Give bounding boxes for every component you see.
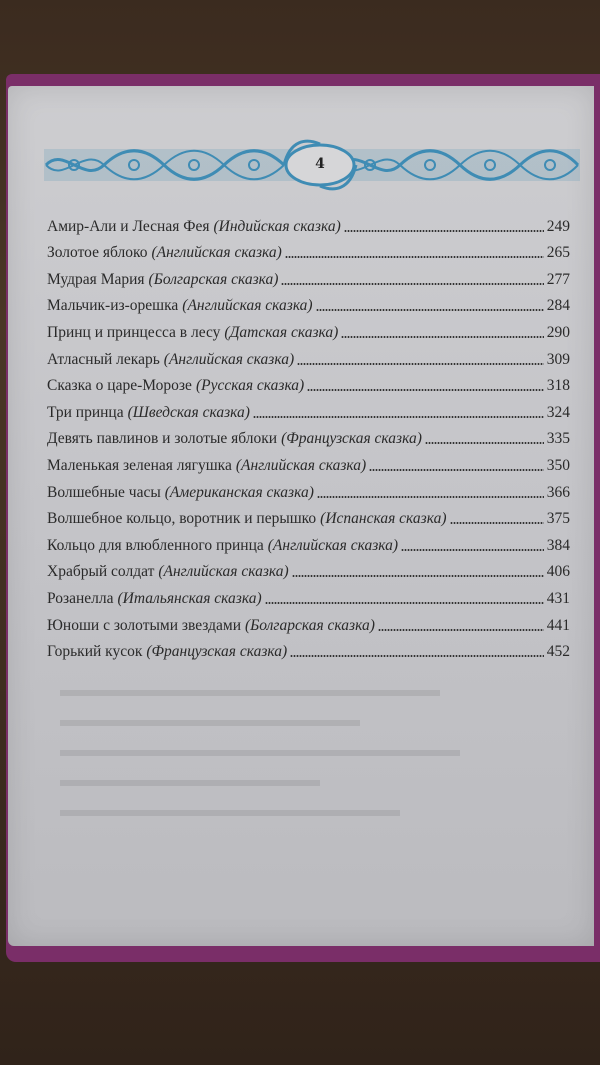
table-of-contents [47,209,570,661]
dot-leader [281,283,543,285]
toc-entry [47,236,570,263]
toc-entry-title: Волшебные часы [47,483,161,501]
toc-entry-page: 366 [546,483,570,501]
toc-entry-page: 375 [546,510,570,528]
dot-leader [317,496,544,498]
toc-entry-genre: (Болгарская сказка) [245,616,375,634]
dot-leader [341,336,543,338]
toc-entry-title: Юноши с золотыми звездами [47,616,241,634]
dot-leader [292,575,544,577]
dot-leader [297,363,544,365]
toc-entry-title: Принц и принцесса в лесу [47,323,221,341]
toc-entry-genre: (Французская сказка) [146,643,288,661]
toc-entry-title: Амир-Али и Лесная Фея [47,217,210,235]
toc-entry-genre: (Английская сказка) [182,297,313,315]
toc-entry-page: 277 [546,270,570,288]
toc-entry-page: 350 [546,456,570,474]
dot-leader [425,442,544,444]
toc-entry-genre: (Испанская сказка) [320,510,447,528]
dot-leader [265,602,544,604]
dot-leader [290,655,544,657]
toc-entry-title: Розанелла [47,589,114,607]
toc-entry-page: 290 [546,323,570,341]
toc-entry-title: Храбрый солдат [47,563,155,581]
toc-entry-genre: (Английская сказка) [235,456,367,474]
toc-entry-genre: (Английская сказка) [158,563,289,581]
toc-entry [47,475,570,502]
dot-leader [285,256,544,258]
toc-entry [47,209,570,236]
toc-entry-title: Атласный лекарь [47,350,160,368]
dot-leader [344,230,544,232]
toc-entry-page: 452 [546,643,570,661]
toc-entry-page: 324 [546,403,570,421]
toc-entry [47,262,570,289]
toc-entry-page: 265 [546,244,570,262]
toc-entry [47,581,570,608]
toc-entry [47,342,570,369]
toc-entry [47,448,570,475]
toc-entry [47,289,570,316]
toc-entry-page: 309 [546,350,570,368]
toc-entry-genre: (Шведская сказка) [127,403,250,421]
page-number: 4 [315,156,325,172]
dot-leader [253,416,544,418]
toc-entry [47,315,570,342]
toc-entry-genre: (Английская сказка) [151,244,282,262]
toc-entry [47,555,570,582]
toc-entry [47,502,570,529]
toc-entry [47,608,570,635]
toc-entry-title: Мальчик-из-орешка [47,297,179,315]
toc-entry-page: 431 [546,589,570,607]
toc-entry-title: Горький кусок [47,643,143,661]
toc-entry-title: Золотое яблоко [47,244,148,262]
dot-leader [316,309,544,311]
toc-entry-title: Девять павлинов и золотые яблоки [47,430,278,448]
toc-entry-page: 318 [546,377,570,395]
toc-entry-page: 441 [546,616,570,634]
toc-entry-title: Кольцо для влюбленного принца [47,536,264,554]
toc-entry-genre: (Английская сказка) [267,536,399,554]
toc-entry [47,369,570,396]
toc-entry-genre: (Французская сказка) [281,430,422,448]
toc-entry-page: 406 [546,563,570,581]
dot-leader [401,549,544,551]
toc-entry-title: Волшебное кольцо, воротник и перышко [47,510,317,528]
toc-entry-genre: (Датская сказка) [224,323,339,341]
toc-entry-genre: (Русская сказка) [195,377,305,395]
toc-entry [47,422,570,449]
toc-entry-genre: (Индийская сказка) [213,217,341,235]
toc-entry-title: Сказка о царе-Морозе [47,377,192,395]
toc-entry-page: 284 [546,297,570,315]
dot-leader [369,469,544,471]
toc-entry-genre: (Американская сказка) [164,483,314,501]
toc-entry [47,395,570,422]
toc-entry-genre: (Итальянская сказка) [117,589,262,607]
toc-entry [47,528,570,555]
show-through-text [60,680,480,830]
dot-leader [307,389,544,391]
dot-leader [378,629,544,631]
toc-entry-page: 384 [546,536,570,554]
toc-entry-title: Три принца [47,403,124,421]
toc-entry [47,635,570,662]
toc-entry-page: 249 [546,217,570,235]
toc-entry-genre: (Английская сказка) [163,350,295,368]
toc-entry-page: 335 [546,430,570,448]
dot-leader [450,522,544,524]
toc-entry-title: Мудрая Мария [47,270,145,288]
toc-entry-title: Маленькая зеленая лягушка [47,456,232,474]
toc-entry-genre: (Болгарская сказка) [148,270,279,288]
